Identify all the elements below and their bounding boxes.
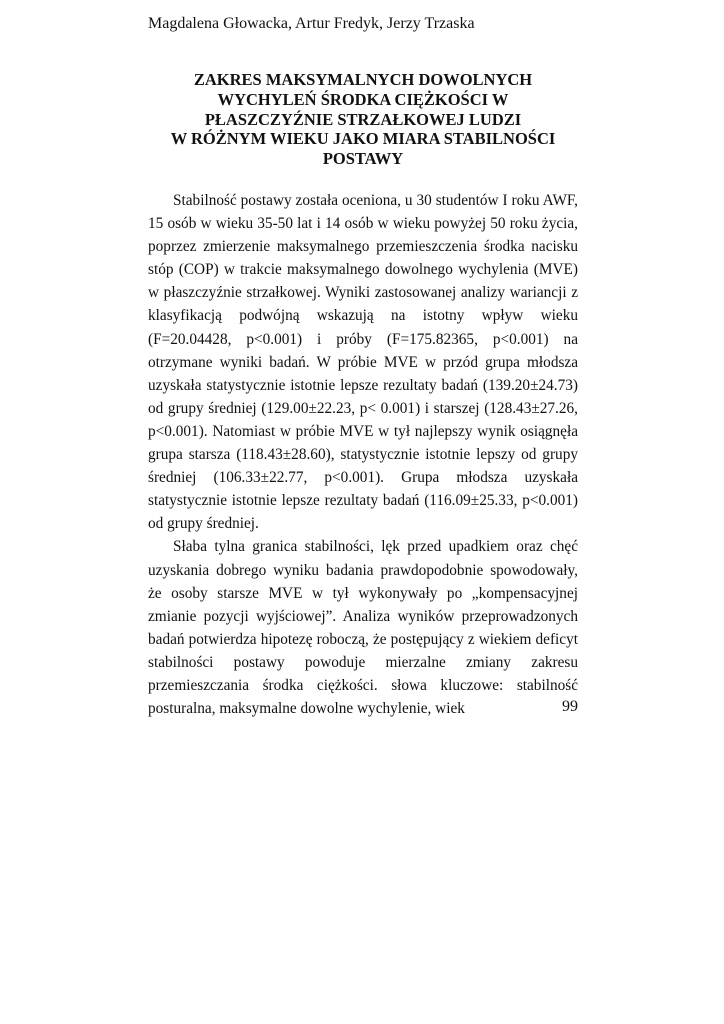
title-line: W RÓŻNYM WIEKU JAKO MIARA STABILNOŚCI — [170, 129, 556, 149]
paper-title — [148, 70, 578, 169]
title-line: WYCHYLEŃ ŚRODKA CIĘŻKOŚCI W — [217, 89, 509, 109]
body-paragraph: Słaba tylna granica stabilności, lęk przed upadkiem oraz chęć uzyskania dobrego wyniku badania prawdopodobnie spowodowały, że osoby starsze MVE w tył wykonywały po „kompensacyjnej zmianie pozycji wyjściowej”. Analiza wyników przeprowadzonych badań potwierdza hipotezę roboczą, że postępujący z wiekiem deficyt stabilności postawy powoduje mierzalne zmiany zakresu przemieszczania środka ciężkości. słowa kluczowe: stabilność posturalna, maksymalne dowolne wychylenie, wiek — [148, 538, 578, 718]
page-number: 99 — [562, 698, 578, 715]
title-line: ZAKRES MAKSYMALNYCH DOWOLNYCH — [193, 70, 533, 89]
abstract-body — [148, 189, 578, 720]
title-line: PŁASZCZYŹNIE STRZAŁKOWEJ LUDZI — [204, 109, 522, 129]
running-header-authors: Magdalena Głowacka, Artur Fredyk, Jerzy Trzaska — [148, 15, 475, 32]
title-line: POSTAWY — [322, 149, 404, 169]
body-paragraph: Stabilność postawy została oceniona, u 30 studentów I roku AWF, 15 osób w wieku 35-50 lat i 14 osób w wieku powyżej 50 roku życia, poprzez zmierzenie maksymalnego przemieszczenia środka nacisku stóp (COP) w trakcie maksymalnego dowolnego wychylenia (MVE) w płaszczyźnie strzałkowej. Wyniki zastosowanej analizy wariancji z klasyfikacją podwójną wskazują na istotny wpływ wieku (F=20.04428, p<0.001) i próby (F=175.82365, p<0.001) na otrzymane wyniki badań. W próbie MVE w przód grupa młodsza uzyskała statystycznie istotnie lepsze rezultaty badań (139.20±24.73) od grupy średniej (129.00±22.23, p< 0.001) i starszej (128.43±27.26, p<0.001). Natomiast w próbie MVE w tył najlepszy wynik osiągnęła grupa starsza (118.43±28.60), statystycznie istotnie lepszy od grupy średniej (106.33±22.77, p<0.001). Grupa młodsza uzyskała statystycznie istotnie lepsze rezultaty badań (116.09±25.33, p<0.001) od grupy średniej. — [148, 192, 578, 533]
